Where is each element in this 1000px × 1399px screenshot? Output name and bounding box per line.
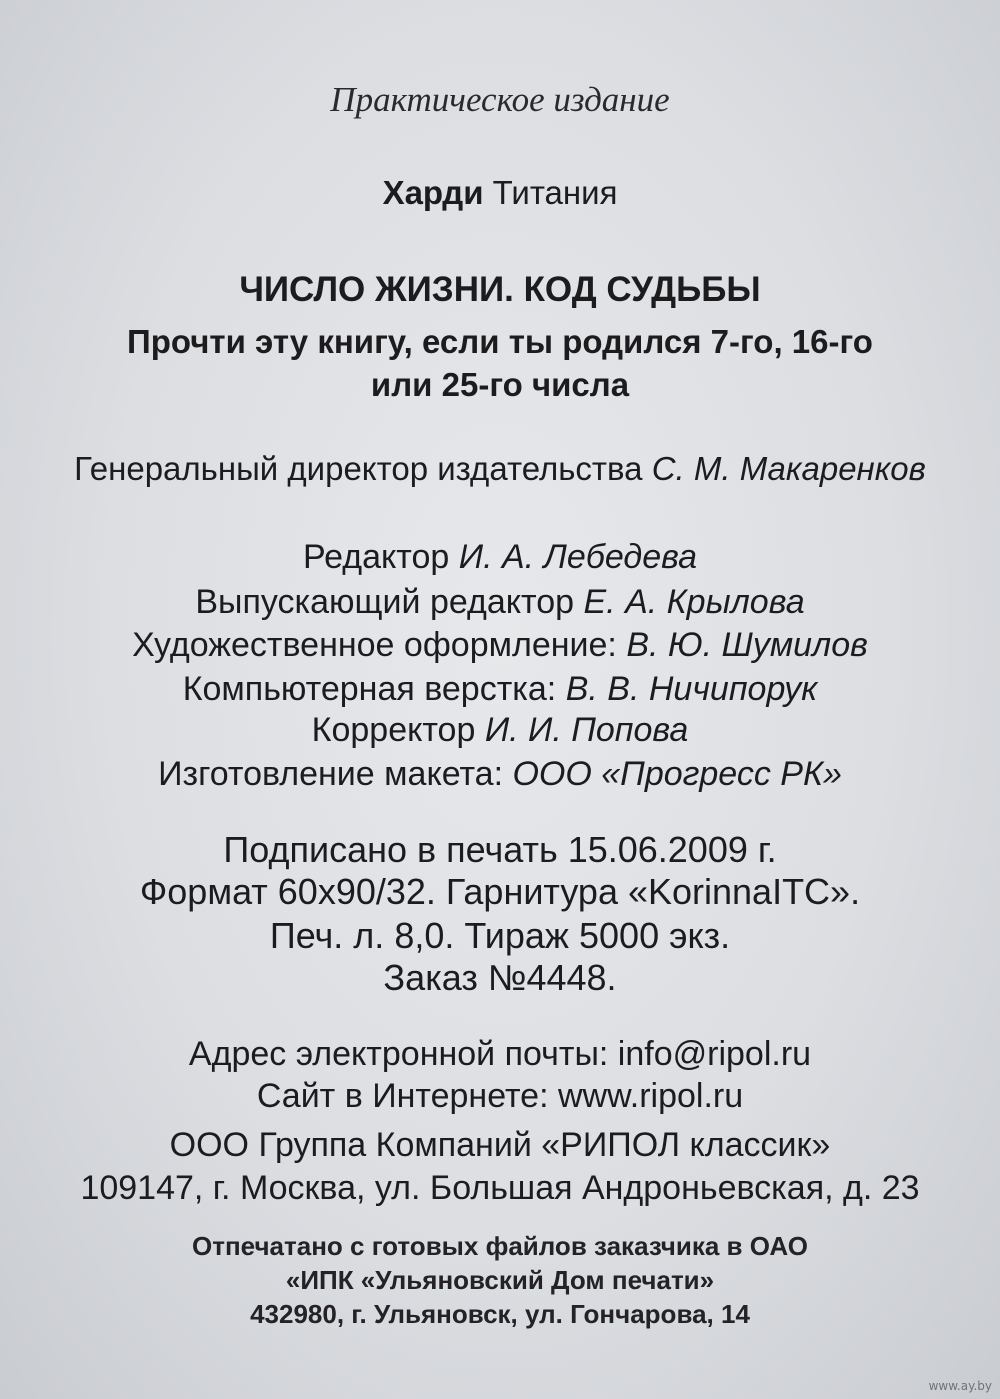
- credit-name: Е. А. Крылова: [583, 583, 805, 621]
- credit-role: Выпускающий редактор: [195, 583, 575, 621]
- credit-name: И. А. Лебедева: [458, 538, 698, 576]
- credit-name: В. В. Ничипорук: [565, 670, 818, 708]
- book-subtitle-line-2: или 25-го числа: [370, 366, 630, 403]
- credit-name: ООО «Прогресс РК»: [512, 755, 842, 793]
- publisher-name: ООО Группа Компаний «РИПОЛ классик»: [169, 1126, 831, 1164]
- credit-role: Корректор: [311, 711, 476, 749]
- credit-name: В. Ю. Шумилов: [626, 626, 868, 664]
- credit-art-design: [0, 628, 1000, 662]
- contact-email: Адрес электронной почты: info@ripol.ru: [188, 1035, 812, 1073]
- credit-role: Редактор: [302, 538, 450, 576]
- credit-managing-editor: [0, 585, 1000, 619]
- publisher-address: 109147, г. Москва, ул. Большая Андроньевская, д. 23: [80, 1169, 920, 1207]
- series-label: Практическое издание: [330, 80, 670, 119]
- printer-address: 432980, г. Ульяновск, ул. Гончарова, 14: [250, 1299, 750, 1329]
- print-run: Печ. л. 8,0. Тираж 5000 экз.: [269, 915, 731, 956]
- order-number: Заказ №4448.: [383, 957, 617, 998]
- director-name: С. М. Макаренков: [651, 450, 926, 487]
- author-name: Титания: [492, 174, 618, 211]
- credit-editor: [0, 540, 1000, 574]
- contact-website: Сайт в Интернете: www.ripol.ru: [256, 1077, 744, 1115]
- credit-role: Художественное оформление:: [132, 626, 617, 664]
- credit-layout: [0, 672, 1000, 706]
- watermark: www.ay.by: [928, 1379, 992, 1393]
- printer-line-2: «ИПК «Ульяновский Дом печати»: [285, 1265, 715, 1295]
- credit-mockup: [0, 757, 1000, 791]
- printer-line-1: Отпечатано с готовых файлов заказчика в ОАО: [191, 1231, 808, 1261]
- author-line: [0, 176, 1000, 209]
- print-format: Формат 60x90/32. Гарнитура «KorinnaITC».: [139, 871, 861, 912]
- credit-name: И. И. Попова: [484, 711, 689, 749]
- director-line: [0, 452, 1000, 485]
- director-label: Генеральный директор издательства: [74, 450, 643, 487]
- book-subtitle-line-1: Прочти эту книгу, если ты родился 7-го, 16-го: [127, 323, 873, 360]
- book-title: ЧИСЛО ЖИЗНИ. КОД СУДЬБЫ: [239, 270, 761, 309]
- credit-role: Компьютерная верстка:: [182, 670, 557, 708]
- credit-proofreader: [0, 713, 1000, 747]
- credit-role: Изготовление макета:: [158, 755, 504, 793]
- author-surname: Харди: [382, 174, 484, 211]
- print-date: Подписано в печать 15.06.2009 г.: [223, 829, 777, 870]
